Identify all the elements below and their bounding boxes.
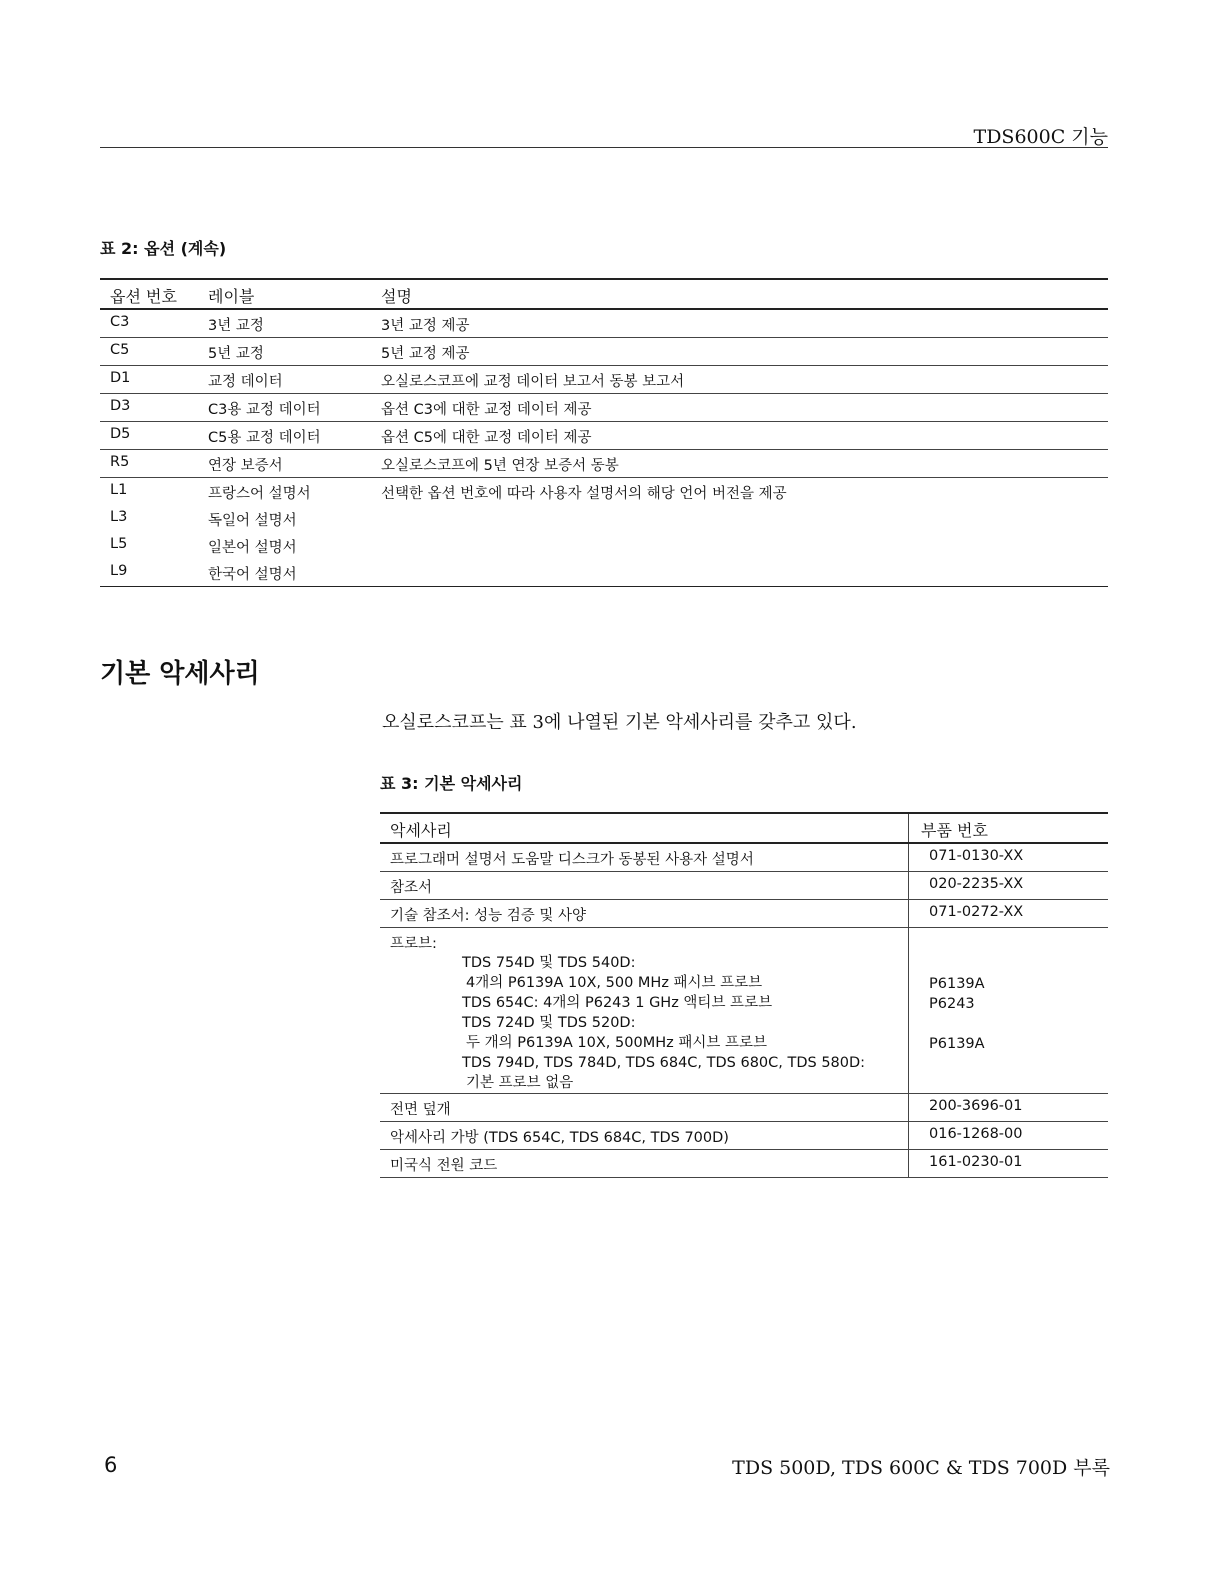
part-number: 071-0130-XX <box>909 843 1109 872</box>
part-number: 200-3696-01 <box>909 1094 1109 1122</box>
table-row <box>100 422 1108 450</box>
option-label: 독일어 설명서 <box>208 513 297 529</box>
running-footer: TDS 500D, TDS 600C & TDS 700D 부록 <box>732 1457 1110 1479</box>
option-number: L9 <box>110 563 128 579</box>
option-description: 3년 교정 제공 <box>371 309 1108 338</box>
accessory-name: 전면 덮개 <box>380 1094 909 1122</box>
probe-part-numbers <box>909 928 1109 1094</box>
column-header: 설명 <box>381 287 412 306</box>
option-number: L1 <box>110 482 128 498</box>
running-header: TDS600C 기능 <box>973 126 1108 148</box>
option-description <box>371 559 1108 587</box>
option-description <box>371 505 1108 532</box>
table2-caption: 표 2: 옵션 (계속) <box>100 239 227 258</box>
table-row <box>100 450 1108 478</box>
option-description: 오실로스코프에 5년 연장 보증서 동봉 <box>371 450 1108 478</box>
table-row <box>380 1150 1108 1178</box>
option-label: 연장 보증서 <box>198 450 371 478</box>
option-number: L5 <box>110 536 128 552</box>
probe-row <box>380 928 1108 1094</box>
probe-line: TDS 654C: 4개의 P6243 1 GHz 액티브 프로브 <box>462 995 773 1011</box>
probe-line: TDS 794D, TDS 784D, TDS 684C, TDS 680C, TDS 580D: <box>462 1055 866 1071</box>
probe-title: 프로브: <box>390 936 437 952</box>
table-row <box>100 309 1108 338</box>
probe-line: 기본 프로브 없음 <box>466 1075 574 1091</box>
option-label: 한국어 설명서 <box>208 567 297 583</box>
table-row <box>380 872 1108 900</box>
part-number: 071-0272-XX <box>909 900 1109 928</box>
option-label: 일본어 설명서 <box>208 540 297 556</box>
option-label: 프랑스어 설명서 <box>208 486 311 502</box>
table-row <box>100 505 1108 532</box>
intro-paragraph: 오실로스코프는 표 3에 나열된 기본 악세사리를 갖추고 있다. <box>382 712 857 733</box>
option-number: C5 <box>100 338 198 366</box>
part-number <box>929 1014 1098 1034</box>
accessory-name: 미국식 전원 코드 <box>380 1150 909 1178</box>
option-label: C5용 교정 데이터 <box>198 422 371 450</box>
option-number: L3 <box>110 509 128 525</box>
header-rule <box>100 147 1108 148</box>
probe-line: 두 개의 P6139A 10X, 500MHz 패시브 프로브 <box>466 1035 767 1051</box>
option-description: 옵션 C3에 대한 교정 데이터 제공 <box>371 394 1108 422</box>
probe-line: 4개의 P6139A 10X, 500 MHz 패시브 프로브 <box>466 975 763 991</box>
option-number: D1 <box>100 366 198 394</box>
probe-line: TDS 724D 및 TDS 520D: <box>462 1015 636 1031</box>
option-description: 오실로스코프에 교정 데이터 보고서 동봉 보고서 <box>371 366 1108 394</box>
option-label: 5년 교정 <box>198 338 371 366</box>
option-number: R5 <box>100 450 198 478</box>
accessory-name: 참조서 <box>380 872 909 900</box>
table-row <box>100 394 1108 422</box>
column-header: 옵션 번호 <box>110 287 177 306</box>
part-number: 016-1268-00 <box>909 1122 1109 1150</box>
options-table <box>100 278 1108 587</box>
probe-list <box>390 953 898 1093</box>
part-number: P6243 <box>929 996 975 1012</box>
option-description: 선택한 옵션 번호에 따라 사용자 설명서의 해당 언어 버전을 제공 <box>381 486 787 502</box>
table-row <box>100 338 1108 366</box>
part-number: 020-2235-XX <box>909 872 1109 900</box>
option-label: 교정 데이터 <box>198 366 371 394</box>
table-row <box>380 1122 1108 1150</box>
accessories-table <box>380 812 1108 1178</box>
probe-line: TDS 754D 및 TDS 540D: <box>462 955 636 971</box>
table-row <box>100 366 1108 394</box>
column-header: 악세사리 <box>380 813 909 843</box>
option-number: C3 <box>100 309 198 338</box>
table-row <box>100 559 1108 587</box>
table-row <box>380 843 1108 872</box>
column-header: 부품 번호 <box>921 821 988 840</box>
option-description: 5년 교정 제공 <box>371 338 1108 366</box>
option-description: 옵션 C5에 대한 교정 데이터 제공 <box>371 422 1108 450</box>
option-label: 3년 교정 <box>198 309 371 338</box>
table3-caption: 표 3: 기본 악세사리 <box>380 774 523 793</box>
option-number: D3 <box>100 394 198 422</box>
section-heading: 기본 악세사리 <box>100 659 260 689</box>
table-header-row <box>100 279 1108 309</box>
table-row <box>380 1094 1108 1122</box>
table-row <box>100 532 1108 559</box>
table-row <box>380 900 1108 928</box>
accessory-name: 프로그래머 설명서 도움말 디스크가 동봉된 사용자 설명서 <box>380 843 909 872</box>
part-number: 161-0230-01 <box>909 1150 1109 1178</box>
option-description <box>371 532 1108 559</box>
accessory-name: 악세사리 가방 (TDS 654C, TDS 684C, TDS 700D) <box>380 1122 909 1150</box>
probe-cell <box>380 928 909 1094</box>
table-row <box>100 478 1108 506</box>
part-number: P6139A <box>929 976 985 992</box>
column-header: 레이블 <box>208 287 255 306</box>
accessory-name: 기술 참조서: 성능 검증 및 사양 <box>380 900 909 928</box>
page-number: 6 <box>104 1453 118 1477</box>
option-label: C3용 교정 데이터 <box>198 394 371 422</box>
option-number: D5 <box>100 422 198 450</box>
part-number: P6139A <box>929 1036 985 1052</box>
table-header-row <box>380 813 1108 843</box>
